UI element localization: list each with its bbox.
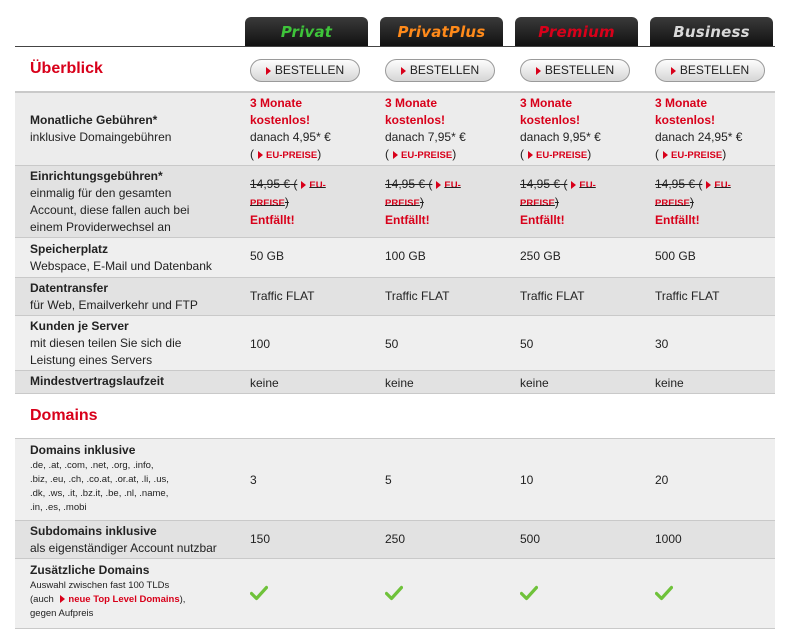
dropped-label: Entfällt! xyxy=(520,213,565,227)
line2-prefix: (auch xyxy=(30,594,54,605)
arrow-right-icon xyxy=(671,67,676,75)
eu-label: EU-PREISE xyxy=(401,150,453,161)
check-icon xyxy=(385,585,403,601)
old-price: 14,95 € xyxy=(250,177,291,191)
customers-subtitle-2: Leistung eines Servers xyxy=(30,353,153,367)
domains-incl-title: Domains inklusive xyxy=(30,443,136,457)
old-price: 14,95 € xyxy=(655,177,696,191)
price-value: 4,95* € xyxy=(292,130,331,144)
after-prefix: danach xyxy=(655,130,695,144)
check-icon xyxy=(250,585,268,601)
arrow-right-icon xyxy=(528,151,533,159)
term-value-business: keine xyxy=(655,376,684,390)
customers-value-privatplus: 50 xyxy=(385,337,399,351)
tab-premium[interactable] xyxy=(515,17,638,47)
setup-title: Einrichtungsgebühren* xyxy=(30,169,163,183)
eu-prices-link[interactable]: ( EU-PREISE) xyxy=(520,147,592,161)
after-price xyxy=(520,129,601,146)
promo-line2: kostenlos! xyxy=(250,113,311,127)
arrow-right-icon xyxy=(401,67,406,75)
old-price-line-2: PREISE) xyxy=(250,195,289,209)
customers-title: Kunden je Server xyxy=(30,319,129,333)
old-price-line-2: PREISE) xyxy=(655,195,694,209)
eu-label: EU-PREISE xyxy=(671,150,723,161)
storage-label xyxy=(30,241,212,275)
order-button-label: BESTELLEN xyxy=(679,63,750,77)
storage-value-privat: 50 GB xyxy=(250,249,285,263)
price-value: 9,95* € xyxy=(562,130,601,144)
tld-line-4: .in, .es, .mobi xyxy=(30,502,87,513)
eu-label: EU-PREISE xyxy=(536,150,588,161)
old-price-line-2: PREISE) xyxy=(385,195,424,209)
price-value: 7,95* € xyxy=(427,130,466,144)
domains-incl-value-business: 20 xyxy=(655,473,669,487)
customers-label xyxy=(30,318,181,369)
setup-subtitle-3: einem Providerwechsel an xyxy=(30,220,171,234)
storage-value-privatplus: 100 GB xyxy=(385,249,426,263)
promo-line1: 3 Monate xyxy=(250,96,303,110)
monthly-cell-privat xyxy=(250,95,331,164)
extra-domains-line3: gegen Aufpreis xyxy=(30,608,94,619)
eu-label[interactable]: EU- xyxy=(309,180,326,191)
subdomains-value-premium: 500 xyxy=(520,532,541,546)
term-value-privatplus: keine xyxy=(385,376,414,390)
section-title-overview: Überblick xyxy=(30,60,103,77)
order-button-privat[interactable] xyxy=(250,59,360,82)
domains-incl-value-privat: 3 xyxy=(250,473,257,487)
customers-value-premium: 50 xyxy=(520,337,534,351)
old-price: 14,95 € xyxy=(385,177,426,191)
subdomains-value-privat: 150 xyxy=(250,532,271,546)
subdomains-value-privatplus: 250 xyxy=(385,532,406,546)
eu-label-2[interactable]: PREISE xyxy=(655,198,690,209)
after-prefix: danach xyxy=(385,130,425,144)
extra-domains-title: Zusätzliche Domains xyxy=(30,563,150,577)
plan-name-premium: Premium xyxy=(538,23,615,41)
extra-domains-line1: Auswahl zwischen fast 100 TLDs xyxy=(30,580,170,591)
arrow-right-icon xyxy=(571,181,576,189)
after-price xyxy=(655,129,742,146)
transfer-subtitle: für Web, Emailverkehr und FTP xyxy=(30,298,198,312)
eu-label-2[interactable]: PREISE xyxy=(250,198,285,209)
term-title: Mindestvertragslaufzeit xyxy=(30,374,165,388)
order-button-label: BESTELLEN xyxy=(544,63,615,77)
term-label xyxy=(30,373,164,390)
monthly-subtitle: inklusive Domaingebühren xyxy=(30,130,172,144)
tab-privatplus[interactable] xyxy=(380,17,503,47)
old-price-line: 14,95 € ( EU- xyxy=(250,177,326,191)
monthly-cell-business xyxy=(655,95,742,164)
tld-line-2: .biz, .eu, .ch, .co.at, .or.at, .li, .us, xyxy=(30,474,169,485)
eu-prices-link[interactable]: ( EU-PREISE) xyxy=(250,147,322,161)
storage-value-business: 500 GB xyxy=(655,249,696,263)
promo-line1: 3 Monate xyxy=(385,96,438,110)
tab-business[interactable] xyxy=(650,17,773,47)
eu-label[interactable]: EU- xyxy=(714,180,731,191)
domains-incl-label xyxy=(30,442,169,515)
subdomains-label xyxy=(30,523,217,557)
transfer-value-privat: Traffic FLAT xyxy=(250,289,315,303)
order-button-label: BESTELLEN xyxy=(409,63,480,77)
transfer-value-privatplus: Traffic FLAT xyxy=(385,289,450,303)
eu-label[interactable]: EU- xyxy=(579,180,596,191)
tld-line-1: .de, .at, .com, .net, .org, .info, xyxy=(30,460,154,471)
eu-prices-link[interactable]: ( EU-PREISE) xyxy=(655,147,727,161)
setup-subtitle-1: einmalig für den gesamten xyxy=(30,186,172,200)
check-icon xyxy=(520,585,538,601)
arrow-right-icon xyxy=(258,151,263,159)
promo-line2: kostenlos! xyxy=(655,113,716,127)
extra-domains-line2 xyxy=(30,593,185,607)
storage-value-premium: 250 GB xyxy=(520,249,561,263)
eu-label-2[interactable]: PREISE xyxy=(520,198,555,209)
promo-line2: kostenlos! xyxy=(520,113,581,127)
setup-subtitle-2: Account, diese fallen auch bei xyxy=(30,203,190,217)
old-price-line: 14,95 € ( EU- xyxy=(520,177,596,191)
after-prefix: danach xyxy=(520,130,560,144)
domains-incl-value-privatplus: 5 xyxy=(385,473,392,487)
tld-line-3: .dk, .ws, .it, .bz.it, .be, .nl, .name, xyxy=(30,488,169,499)
customers-subtitle-1: mit diesen teilen Sie sich die xyxy=(30,336,182,350)
arrow-right-icon xyxy=(301,181,306,189)
extra-domains-label xyxy=(30,562,185,621)
arrow-right-icon xyxy=(60,595,65,603)
section-title-domains: Domains xyxy=(30,407,98,424)
arrow-right-icon xyxy=(706,181,711,189)
after-prefix: danach xyxy=(250,130,290,144)
setup-label xyxy=(30,168,189,236)
customers-value-business: 30 xyxy=(655,337,669,351)
eu-label[interactable]: EU- xyxy=(444,180,461,191)
arrow-right-icon xyxy=(663,151,668,159)
dropped-label: Entfällt! xyxy=(655,213,700,227)
order-button-business[interactable] xyxy=(655,59,765,82)
transfer-title: Datentransfer xyxy=(30,281,109,295)
monthly-cell-premium xyxy=(520,95,601,164)
plan-tabs xyxy=(0,0,790,47)
transfer-value-premium: Traffic FLAT xyxy=(520,289,585,303)
old-price-line-2: PREISE) xyxy=(520,195,559,209)
eu-prices-link[interactable]: ( EU-PREISE) xyxy=(385,147,457,161)
arrow-right-icon xyxy=(436,181,441,189)
subdomains-value-business: 1000 xyxy=(655,532,682,546)
setup-cell-business xyxy=(655,176,731,229)
monthly-cell-privatplus xyxy=(385,95,466,164)
plan-name-privatplus: PrivatPlus xyxy=(397,23,486,41)
storage-subtitle: Webspace, E-Mail und Datenbank xyxy=(30,259,212,273)
dropped-label: Entfällt! xyxy=(385,213,430,227)
eu-label-2[interactable]: PREISE xyxy=(385,198,420,209)
after-price xyxy=(385,129,466,146)
order-button-privatplus[interactable] xyxy=(385,59,495,82)
price-value: 24,95* € xyxy=(697,130,743,144)
after-price xyxy=(250,129,331,146)
order-button-label: BESTELLEN xyxy=(274,63,345,77)
setup-cell-privat xyxy=(250,176,326,229)
dropped-label: Entfällt! xyxy=(250,213,295,227)
tab-privat[interactable] xyxy=(245,17,368,47)
arrow-right-icon xyxy=(393,151,398,159)
subdomains-subtitle: als eigenständiger Account nutzbar xyxy=(30,541,217,555)
setup-cell-premium xyxy=(520,176,596,229)
subdomains-title: Subdomains inklusive xyxy=(30,524,157,538)
storage-title: Speicherplatz xyxy=(30,242,109,256)
arrow-right-icon xyxy=(536,67,541,75)
plan-name-privat: Privat xyxy=(280,23,333,41)
check-icon xyxy=(655,585,673,601)
term-value-privat: keine xyxy=(250,376,279,390)
monthly-label xyxy=(30,112,171,146)
old-price: 14,95 € xyxy=(520,177,561,191)
new-tld-link[interactable]: neue Top Level Domains xyxy=(68,594,180,605)
old-price-line: 14,95 € ( EU- xyxy=(655,177,731,191)
eu-label: EU-PREISE xyxy=(266,150,318,161)
domains-header-row xyxy=(15,394,775,439)
customers-value-privat: 100 xyxy=(250,337,271,351)
arrow-right-icon xyxy=(266,67,271,75)
term-value-premium: keine xyxy=(520,376,549,390)
order-button-premium[interactable] xyxy=(520,59,630,82)
transfer-label xyxy=(30,280,198,314)
monthly-title: Monatliche Gebühren* xyxy=(30,113,158,127)
line2-suffix: ), xyxy=(179,594,186,605)
promo-line1: 3 Monate xyxy=(520,96,573,110)
promo-line2: kostenlos! xyxy=(385,113,446,127)
old-price-line: 14,95 € ( EU- xyxy=(385,177,461,191)
setup-cell-privatplus xyxy=(385,176,461,229)
promo-line1: 3 Monate xyxy=(655,96,708,110)
transfer-value-business: Traffic FLAT xyxy=(655,289,720,303)
plan-name-business: Business xyxy=(673,23,750,41)
domains-incl-value-premium: 10 xyxy=(520,473,534,487)
